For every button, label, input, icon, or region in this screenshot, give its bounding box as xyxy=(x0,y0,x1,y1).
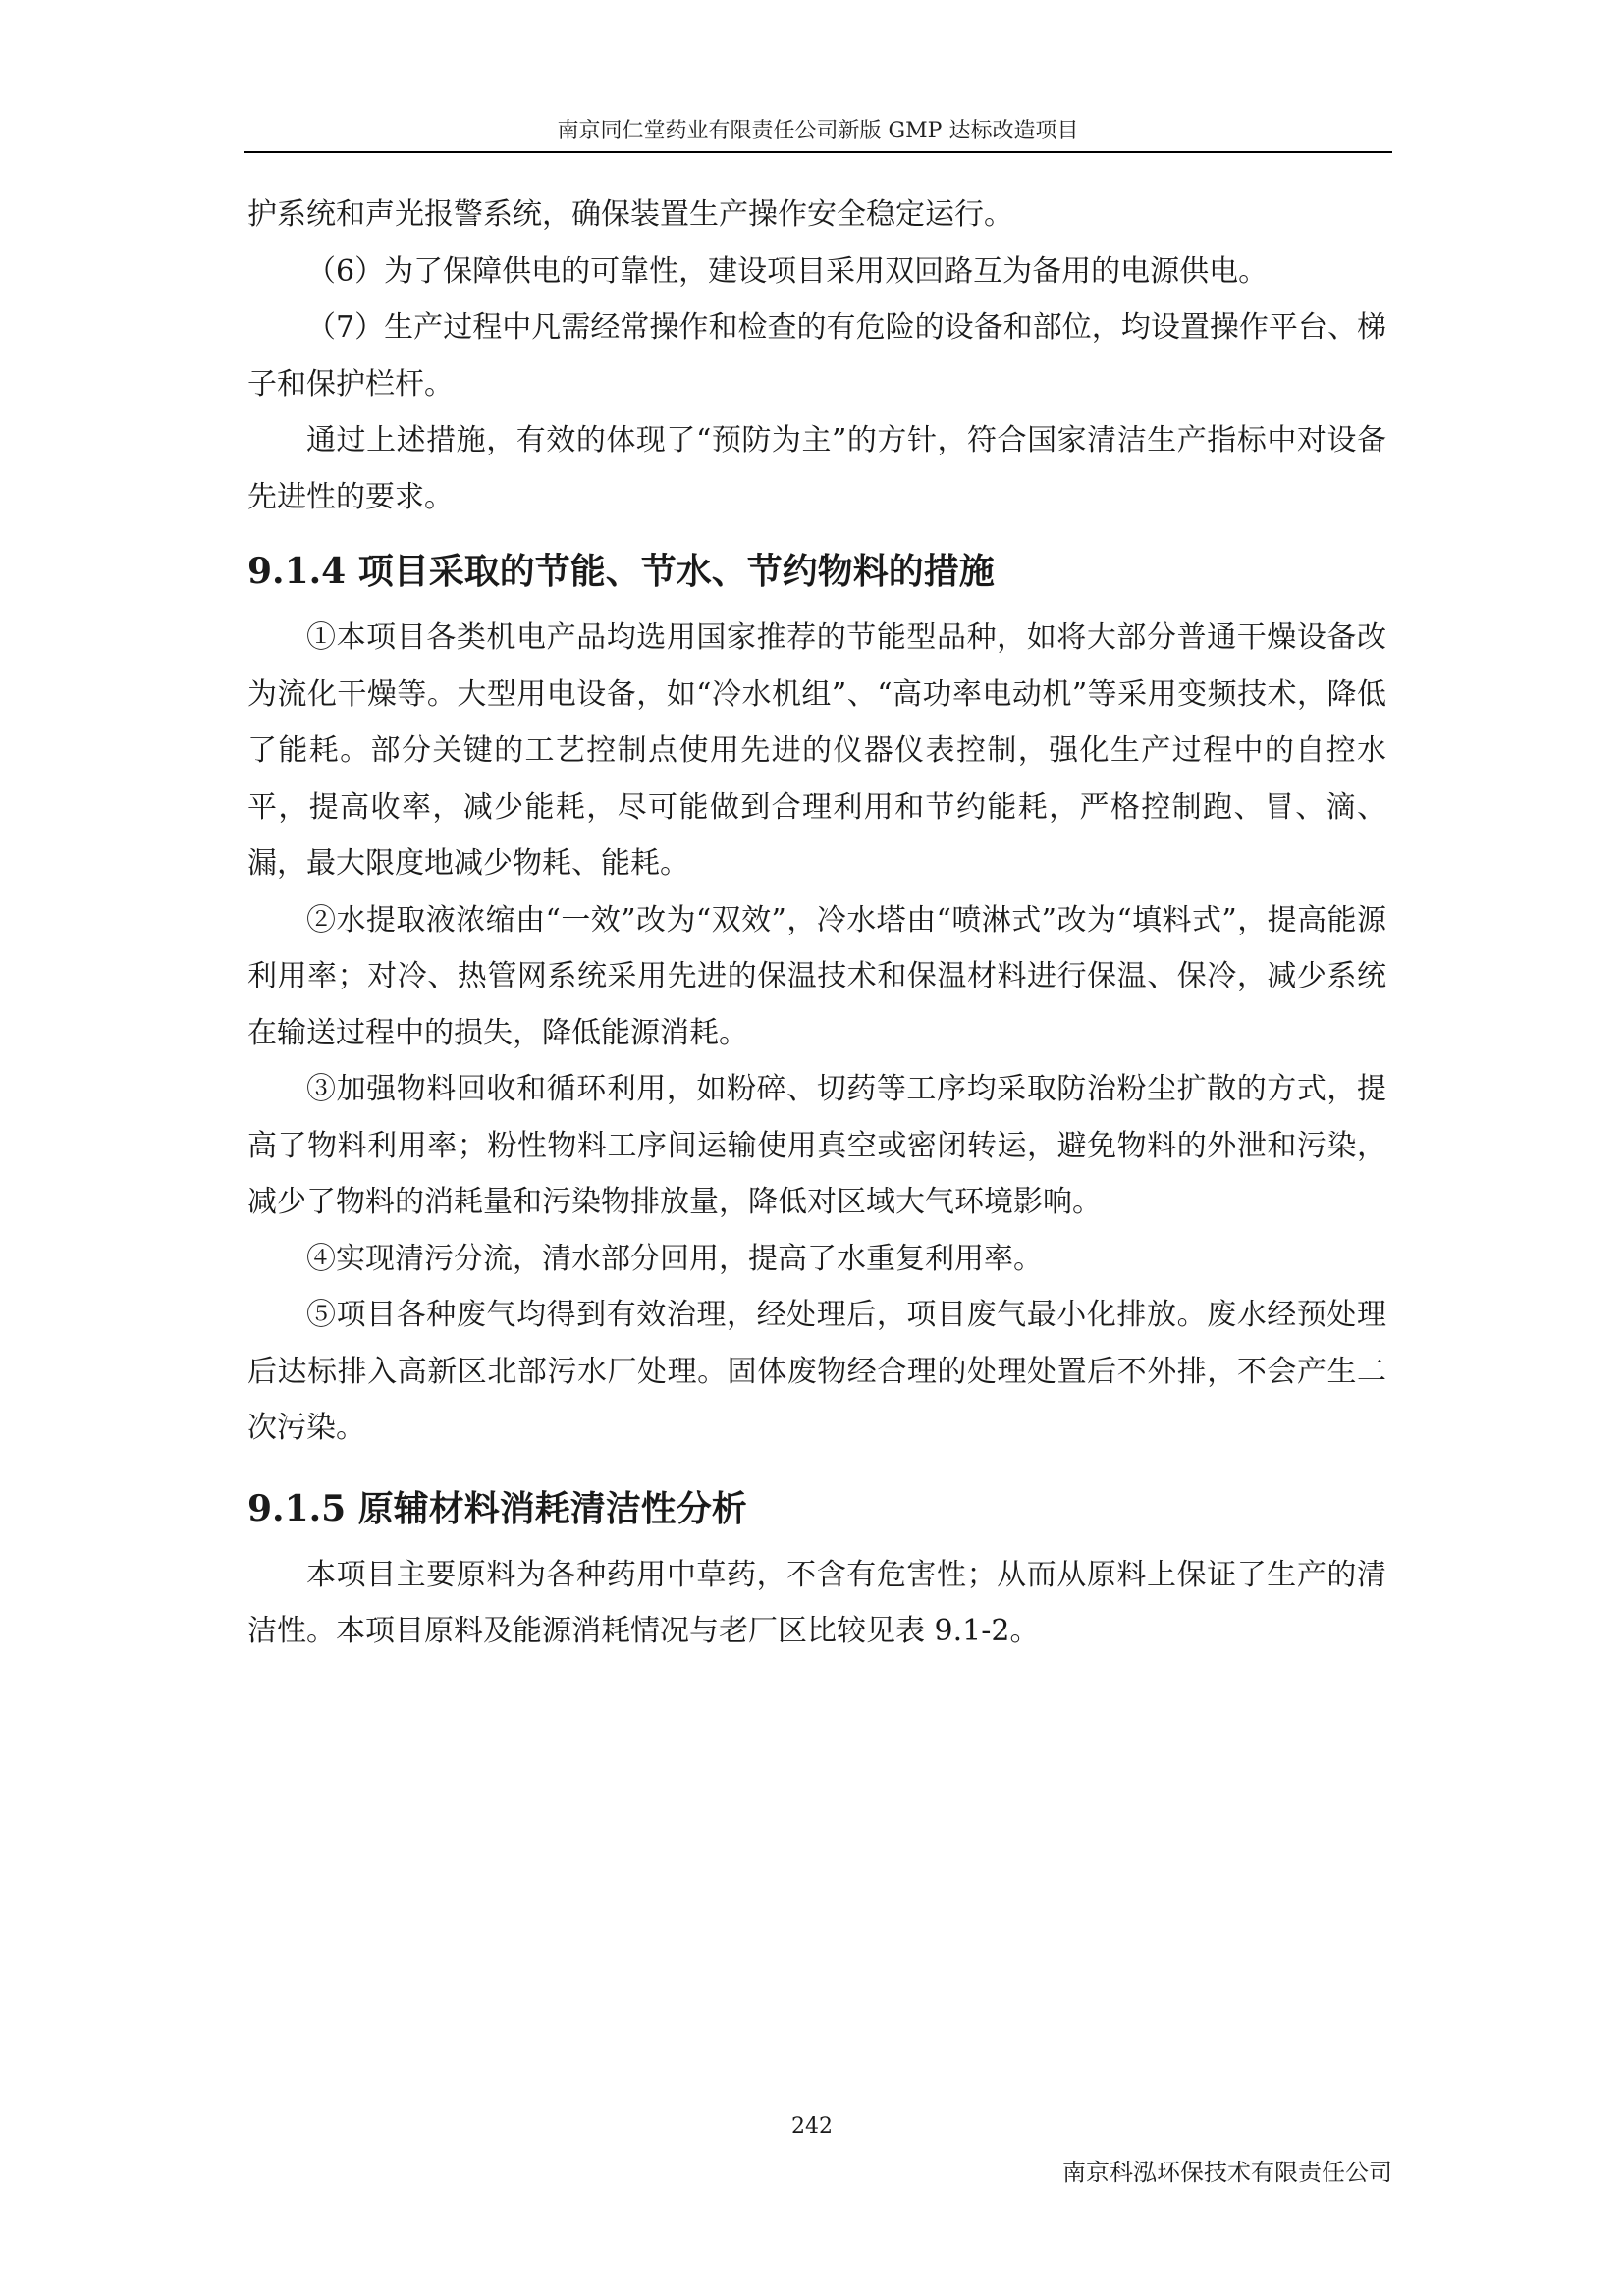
section-heading-9-1-4: 9.1.4 项目采取的节能、节水、节约物料的措施 xyxy=(247,551,995,592)
paragraph-continuation: 护系统和声光报警系统，确保装置生产操作安全稳定运行。 xyxy=(247,197,1013,232)
paragraph-measure-2: ②水提取液浓缩由“一效”改为“双效”，冷水塔由“喷淋式”改为“填料式”，提高能源利用率；对冷、热管网系统采用先进的保温技术和保温材料进行保温、保冷，减少系统在输送过程中的损失，降低能源消耗。 xyxy=(247,902,1386,1050)
paragraph-measure-3: ③加强物料回收和循环利用，如粉碎、切药等工序均采取防治粉尘扩散的方式，提高了物料利用率；粉性物料工序间运输使用真空或密闭转运，避免物料的外泄和污染，减少了物料的消耗量和污染物排放量，降低对区域大气环境影响。 xyxy=(247,1072,1386,1219)
paragraph-summary: 通过上述措施，有效的体现了“预防为主”的方针，符合国家清洁生产指标中对设备先进性的要求。 xyxy=(247,423,1386,514)
header-rule xyxy=(244,151,1392,153)
paragraph-item-7: （7）生产过程中凡需经常操作和检查的有危险的设备和部位，均设置操作平台、梯子和保护栏杆。 xyxy=(247,310,1386,401)
section-heading-9-1-5: 9.1.5 原辅材料消耗清洁性分析 xyxy=(247,1487,747,1529)
paragraph-measure-5: ⑤项目各种废气均得到有效治理，经处理后，项目废气最小化排放。废水经预处理后达标排入高新区北部污水厂处理。固体废物经合理的处理处置后不外排，不会产生二次污染。 xyxy=(247,1298,1386,1445)
paragraph-measure-4: ④实现清污分流，清水部分回用，提高了水重复利用率。 xyxy=(306,1241,1043,1276)
paragraph-measure-1: ①本项目各类机电产品均选用国家推荐的节能型品种，如将大部分普通干燥设备改为流化干燥等。大型用电设备，如“冷水机组”、“高功率电动机”等采用变频技术，降低了能耗。部分关键的工艺控制点使用先进的仪器仪表控制，强化生产过程中的自控水平，提高收率，减少能耗，尽可能做到合理利用和节约能耗，严格控制跑、冒、滴、漏，最大限度地减少物耗、能耗。 xyxy=(247,620,1386,881)
paragraph-materials: 本项目主要原料为各种药用中草药，不含有危害性；从而从原料上保证了生产的清洁性。本项目原料及能源消耗情况与老厂区比较见表 9.1-2。 xyxy=(247,1557,1386,1648)
page-number: 242 xyxy=(791,2114,833,2139)
page-content xyxy=(247,187,1386,1660)
paragraph-item-6: （6）为了保障供电的可靠性，建设项目采用双回路互为备用的电源供电。 xyxy=(306,253,1269,289)
running-header: 南京同仁堂药业有限责任公司新版 GMP 达标改造项目 xyxy=(557,119,1079,143)
footer-organization: 南京科泓环保技术有限责任公司 xyxy=(1062,2159,1392,2186)
